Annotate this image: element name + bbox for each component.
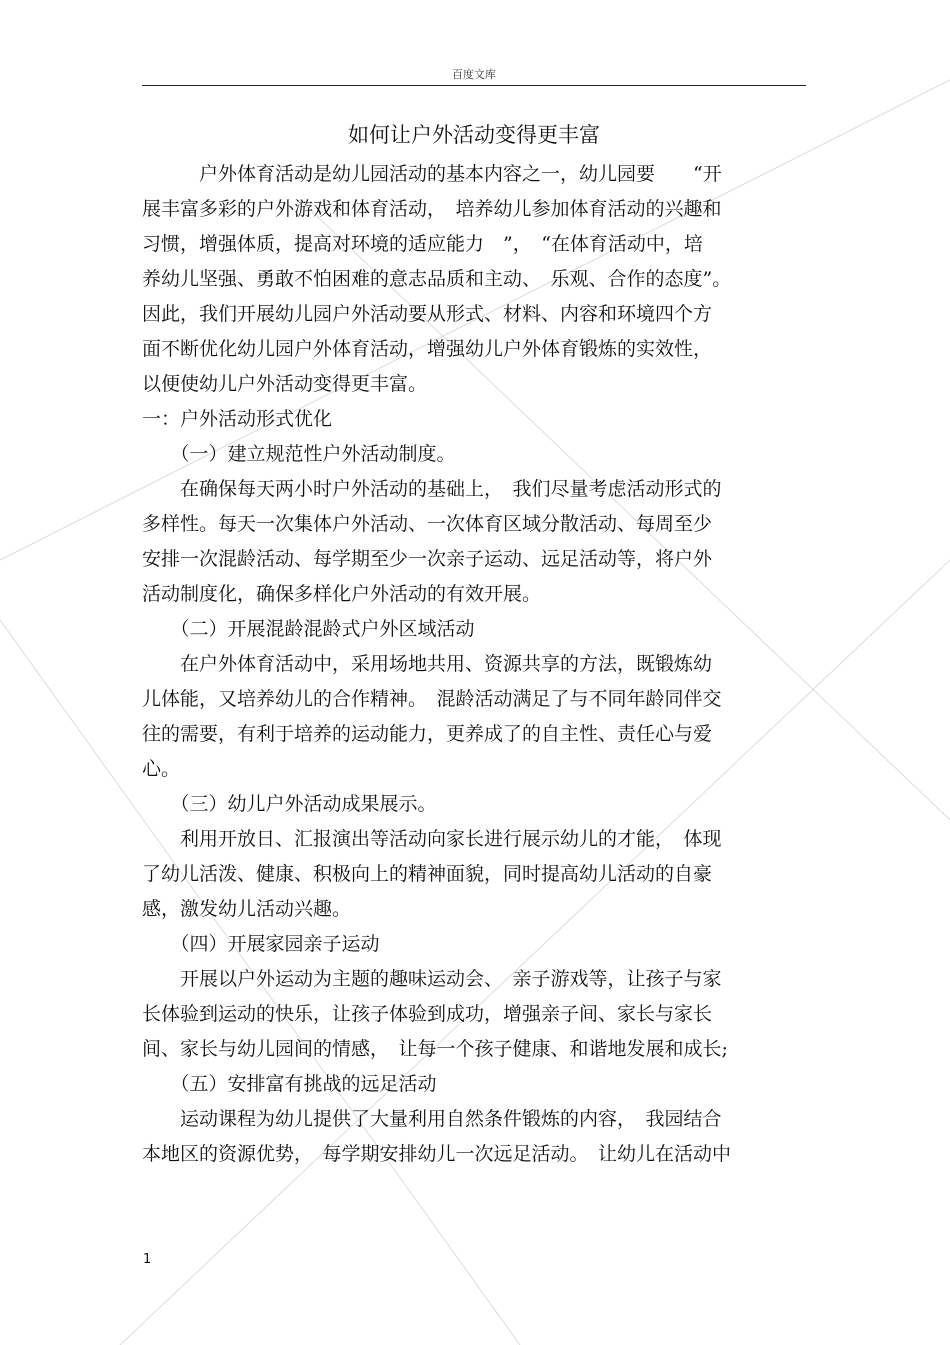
text-line: （五）安排富有挑战的远足活动 [142,1073,437,1095]
page-number: 1 [143,1252,152,1267]
text-line: 户外体育活动是幼儿园活动的基本内容之一，幼儿园要 “开 [142,163,722,185]
text-line: 养幼儿坚强、勇敢不怕困难的意志品质和主动、 乐观、合作的态度”。 [142,268,732,290]
text-line: 安排一次混龄活动、每学期至少一次亲子运动、远足活动等，将户外 [142,548,713,570]
text-line: 以便使幼儿户外活动变得更丰富。 [142,373,428,395]
text-line: 往的需要，有利于培养的运动能力，更养成了的自主性、责任心与爱 [142,723,713,745]
text-line: 在确保每天两小时户外活动的基础上， 我们尽量考虑活动形式的 [142,478,722,500]
text-line: 运动课程为幼儿提供了大量利用自然条件锻炼的内容， 我园结合 [142,1108,722,1130]
document-title: 如何让户外活动变得更丰富 [348,123,600,147]
text-line: 心。 [142,758,181,780]
text-line: 间、家长与幼儿园间的情感， 让每一个孩子健康、和谐地发展和成长; [142,1038,728,1060]
text-line: 儿体能，又培养幼儿的合作精神。 混龄活动满足了与不同年龄同伴交 [142,688,722,710]
text-line: 在户外体育活动中，采用场地共用、资源共享的方法，既锻炼幼 [142,653,713,675]
header-divider [142,85,806,86]
text-line: 习惯，增强体质，提高对环境的适应能力 ”， “在体育活动中，培 [142,233,703,255]
text-line: 多样性。每天一次集体户外活动、一次体育区域分散活动、每周至少 [142,513,713,535]
text-line: （一）建立规范性户外活动制度。 [142,443,456,465]
text-line: 因此，我们开展幼儿园户外活动要从形式、材料、内容和环境四个方 [142,303,713,325]
text-line: 面不断优化幼儿园户外体育活动，增强幼儿户外体育锻炼的实效性， [142,338,713,360]
text-line: 展丰富多彩的户外游戏和体育活动， 培养幼儿参加体育活动的兴趣和 [142,198,722,220]
text-line: （三）幼儿户外活动成果展示。 [142,793,437,815]
page-header: 百度文库 [452,68,496,81]
text-line: 感，激发幼儿活动兴趣。 [142,898,352,920]
text-line: （四）开展家园亲子运动 [142,933,380,955]
text-line: 了幼儿活泼、健康、积极向上的精神面貌，同时提高幼儿活动的自豪 [142,863,713,885]
text-line: 开展以户外运动为主题的趣味运动会、 亲子游戏等，让孩子与家 [142,968,722,990]
text-line: （二）开展混龄混龄式户外区域活动 [142,618,475,640]
text-line: 活动制度化，确保多样化户外活动的有效开展。 [142,583,542,605]
text-line: 长体验到运动的快乐，让孩子体验到成功，增强亲子间、家长与家长 [142,1003,713,1025]
text-line: 本地区的资源优势， 每学期安排幼儿一次远足活动。 让幼儿在活动中 [142,1143,732,1165]
text-line: 一：户外活动形式优化 [142,408,333,430]
text-line: 利用开放日、汇报演出等活动向家长进行展示幼儿的才能， 体现 [142,828,722,850]
